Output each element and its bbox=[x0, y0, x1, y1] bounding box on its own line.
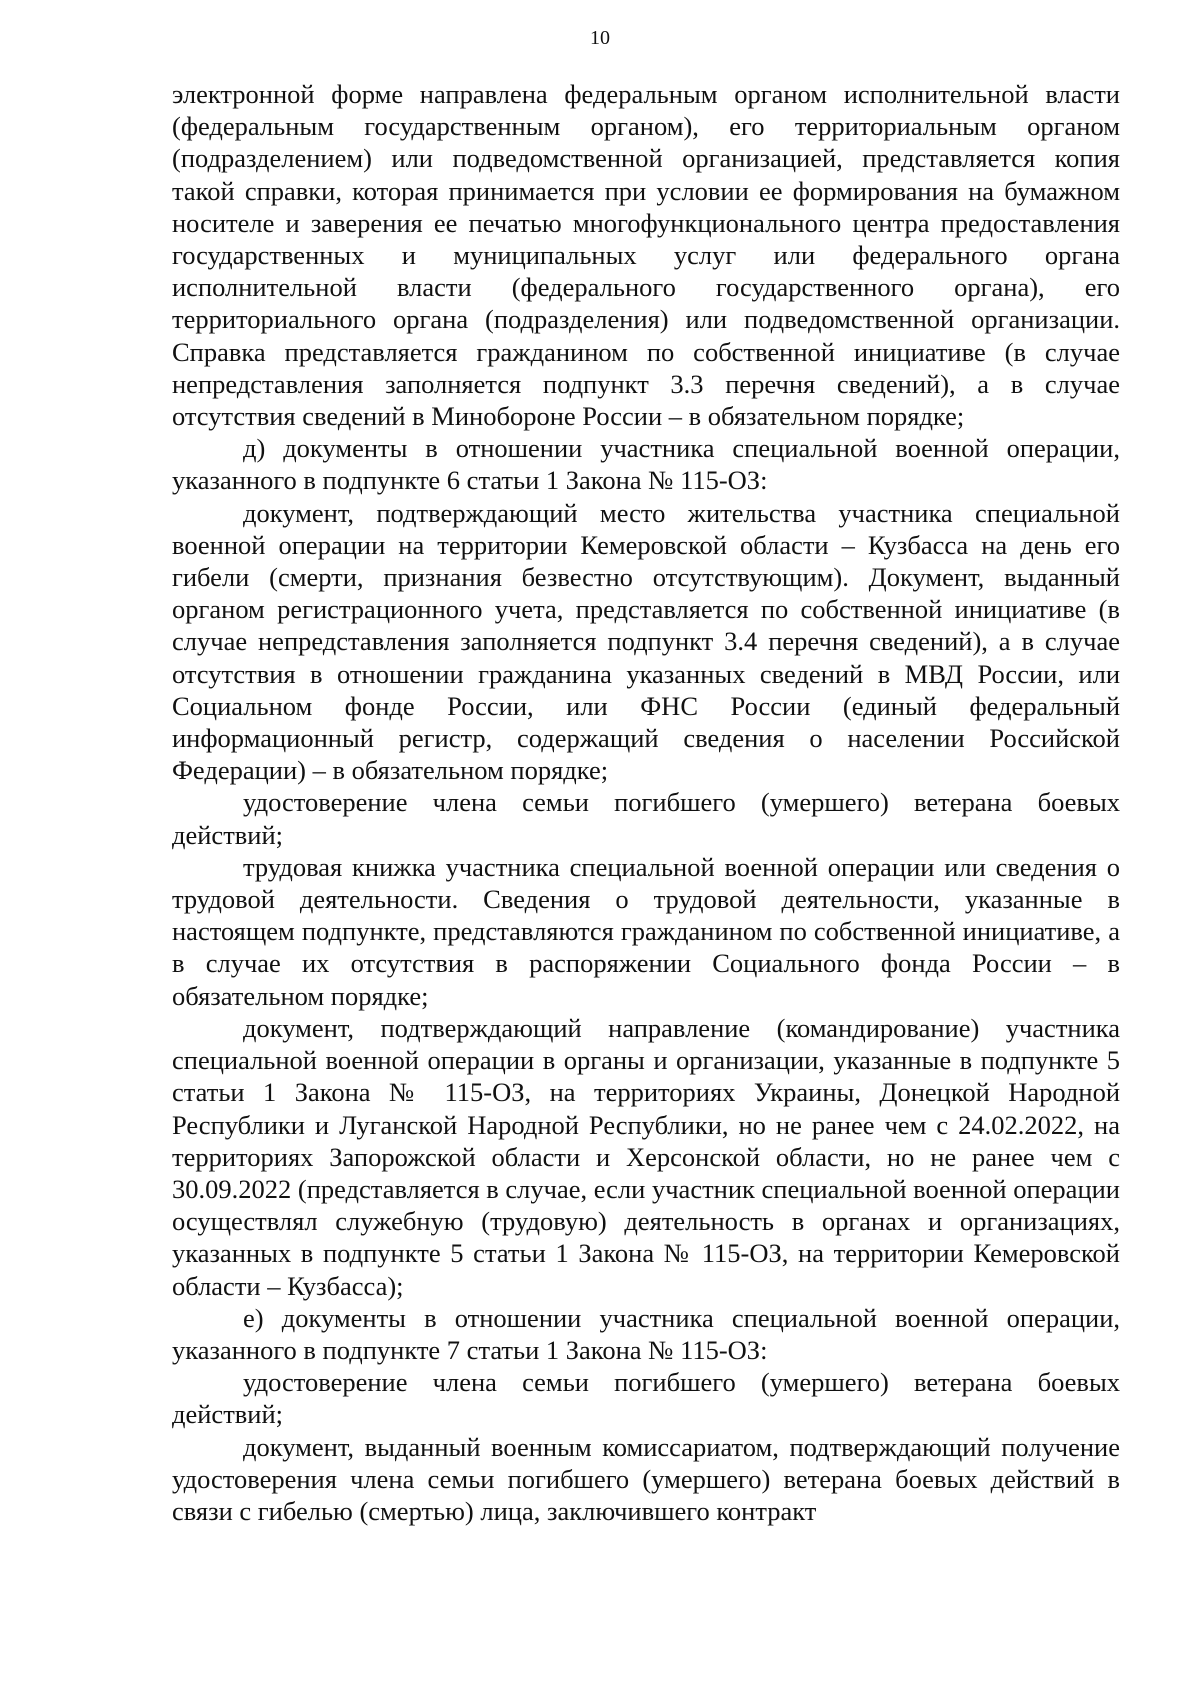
paragraph-item-d: д) документы в отношении участника специальной военной операции, указанного в подпункте 6 статьи 1 Закона № 115-ОЗ: bbox=[172, 433, 1120, 496]
paragraph-item-e: е) документы в отношении участника специальной военной операции, указанного в подпункте 7 статьи 1 Закона № 115-ОЗ: bbox=[172, 1302, 1120, 1365]
paragraph-family-certificate-2: удостоверение члена семьи погибшего (умершего) ветерана боевых действий; bbox=[172, 1367, 1120, 1430]
paragraph-continuation: электронной форме направлена федеральным органом исполнительной власти (федеральным государственным органом), его территориальным органом (подразделением) или подведомственной организацией, представляется копия такой справки, которая принимается при условии ее формирования на бумажном носителе и заверения ее печатью многофункционального центра предоставления государственных и муниципальных услуг или федерального органа исполнительной власти (федерального государственного органа), его территориального органа (подразделения) или подведомственной организации. Справка представляется гражданином по собственной инициативе (в случае непредставления заполняется подпункт 3.3 перечня сведений), а в случае отсутствия сведений в Минобороне России – в обязательном порядке; bbox=[172, 79, 1120, 432]
paragraph-residence-document: документ, подтверждающий место жительства участника специальной военной операции на территории Кемеровской области – Кузбасса на день его гибели (смерти, признания безвестно отсутствующим). Документ, выданный органом регистрационного учета, представляется по собственной инициативе (в случае непредставления заполняется подпункт 3.4 перечня сведений), а в случае отсутствия в отношении гражданина указанных сведений в МВД России, или Социальном фонде России, или ФНС России (единый федеральный информационный регистр, содержащий сведения о населении Российской Федерации) – в обязательном порядке; bbox=[172, 497, 1120, 786]
paragraph-assignment-document: документ, подтверждающий направление (командирование) участника специальной военной операции в органы и организации, указанные в подпункте 5 статьи 1 Закона № 115-ОЗ, на территориях Украины, Донецкой Народной Республики и Луганской Народной Республики, но не ранее чем с 24.02.2022, на территориях Запорожской области и Херсонской области, но не ранее чем с 30.09.2022 (представляется в случае, если участник специальной военной операции осуществлял служебную (трудовую) деятельность в органах и организациях, указанных в подпункте 5 статьи 1 Закона № 115-ОЗ, на территории Кемеровской области – Кузбасса); bbox=[172, 1012, 1120, 1301]
document-body bbox=[172, 78, 1120, 1527]
paragraph-employment-record: трудовая книжка участника специальной военной операции или сведения о трудовой деятельности. Сведения о трудовой деятельности, указанные в настоящем подпункте, представляются гражданином по собственной инициативе, а в случае их отсутствия в распоряжении Социального фонда России – в обязательном порядке; bbox=[172, 851, 1120, 1011]
page-number: 10 bbox=[590, 27, 610, 49]
paragraph-family-certificate: удостоверение члена семьи погибшего (умершего) ветерана боевых действий; bbox=[172, 787, 1120, 850]
paragraph-commissariat-document: документ, выданный военным комиссариатом, подтверждающий получение удостоверения члена семьи погибшего (умершего) ветерана боевых действий в связи с гибелью (смертью) лица, заключившего контракт bbox=[172, 1431, 1120, 1526]
